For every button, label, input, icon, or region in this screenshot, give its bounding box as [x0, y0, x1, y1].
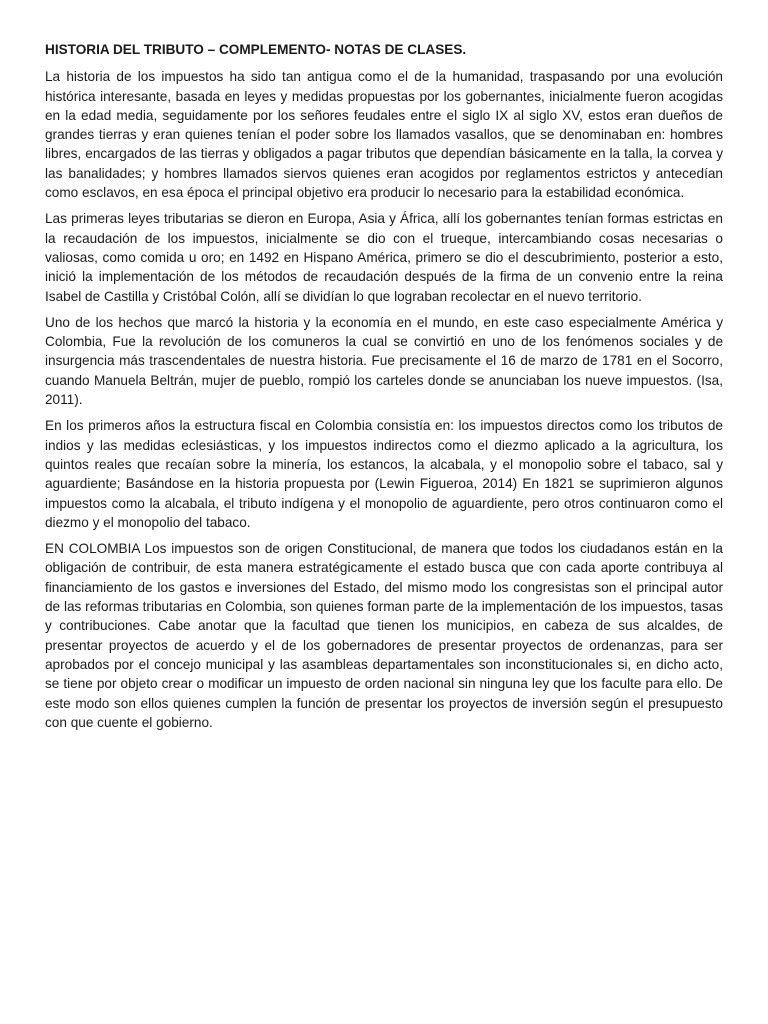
paragraph-3: Uno de los hechos que marcó la historia y la economía en el mundo, en este caso especialmente América y Colombia, Fue la revolución de los comuneros la cual se convirtió en uno de los fenómenos sociales y de insurgencia más trascendentales de nuestra historia. Fue precisamente el 16 de marzo de 1781 en el Socorro, cuando Manuela Beltrán, mujer de pueblo, rompió los carteles donde se anunciaban los nueve impuestos. (Isa, 2011). [45, 314, 723, 408]
paragraph-5: EN COLOMBIA Los impuestos son de origen Constitucional, de manera que todos los ciudadanos están en la obligación de contribuir, de esta manera estratégicamente el estado busca que con cada aporte contribuya al financiamiento de los gastos e inversiones del Estado, del mismo modo los congresistas son el principal autor de las reformas tributarias en Colombia, son quienes forman parte de la implementación de los impuestos, tasas y contribuciones. Cabe anotar que la facultad que tienen los municipios, en cabeza de sus alcaldes, de presentar proyectos de acuerdo y el de los gobernadores de presentar proyectos de ordenanzas, para ser aprobados por el concejo municipal y las asambleas departamentales son inconstitucionales si, en dicho acto, se tiene por objeto crear o modificar un impuesto de orden nacional sin ninguna ley que los faculte para ello. De este modo son ellos quienes cumplen la función de presentar los proyectos de inversión según el presupuesto con que cuente el gobierno. [45, 541, 723, 730]
paragraph-2: Las primeras leyes tributarias se dieron en Europa, Asia y África, allí los gobernantes tenían formas estrictas en la recaudación de los impuestos, inicialmente se dio con el trueque, intercambiando cosas necesarias o valiosas, como comida u oro; en 1492 en Hispano América, primero se dio el descubrimiento, posterior a esto, inició la implementación de los métodos de recaudación después de la firma de un convenio entre la reina Isabel de Castilla y Cristóbal Colón, allí se dividían lo que lograban recolectar en el nuevo territorio. [45, 211, 723, 304]
paragraph-1: La historia de los impuestos ha sido tan antigua como el de la humanidad, traspasando por una evolución histórica interesante, basada en leyes y medidas propuestas por los gobernantes, inicialmente fueron acogidas en la edad media, seguidamente por los señores feudales entre el siglo IX al siglo XV, estos eran dueños de grandes tierras y eran quienes tenían el poder sobre los llamados vasallos, que se denominaban en: hombres libres, encargados de las tierras y obligados a pagar tributos que dependían básicamente en la talla, la corvea y las banalidades; y hombres llamados siervos quienes eran acogidos por reglamentos estrictos y antecedían como esclavos, en esa época el principal objetivo era producir lo necesario para la estabilidad económica. [45, 69, 723, 201]
paragraph-4: En los primeros años la estructura fiscal en Colombia consistía en: los impuestos directos como los tributos de indios y las medidas eclesiásticas, y los impuestos indirectos como el diezmo aplicado a la agricultura, los quintos reales que recaían sobre la minería, los estancos, la alcabala, y el monopolio sobre el tabaco, sal y aguardiente; Basándose en la historia propuesta por (Lewin Figueroa, 2014) En 1821 se suprimieron algunos impuestos como la alcabala, el tributo indígena y el monopolio de aguardiente, pero otros continuaron como el diezmo y el monopolio del tabaco. [45, 418, 723, 530]
document-title: HISTORIA DEL TRIBUTO – COMPLEMENTO- NOTAS DE CLASES. [45, 42, 467, 57]
document-page [45, 40, 723, 739]
